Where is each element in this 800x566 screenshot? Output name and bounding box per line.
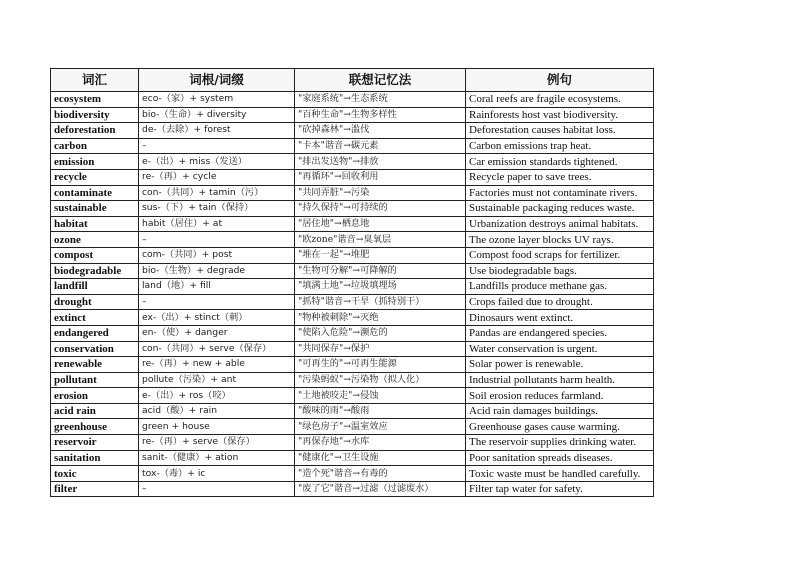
table-row [51, 435, 654, 451]
word-cell: filter [51, 481, 139, 497]
memory-cell: "共同保存"→保护 [295, 341, 466, 357]
word-cell: conservation [51, 341, 139, 357]
root-cell: bio-（生命）+ diversity [139, 107, 295, 123]
memory-cell: "砍掉森林"→滥伐 [295, 123, 466, 139]
table-row [51, 466, 654, 482]
table-row [51, 92, 654, 108]
root-cell: habit（居住）+ at [139, 216, 295, 232]
word-cell: reservoir [51, 435, 139, 451]
root-cell: bio-（生物）+ degrade [139, 263, 295, 279]
word-cell: ecosystem [51, 92, 139, 108]
table-row [51, 372, 654, 388]
sentence-cell: Landfills produce methane gas. [466, 279, 654, 295]
sentence-cell: Use biodegradable bags. [466, 263, 654, 279]
word-cell: sanitation [51, 450, 139, 466]
root-cell: sus-（下）+ tain（保持） [139, 201, 295, 217]
root-cell: re-（再）+ new + able [139, 357, 295, 373]
sentence-cell: Rainforests host vast biodiversity. [466, 107, 654, 123]
memory-cell: "排出发送物"→排放 [295, 154, 466, 170]
memory-cell: "卡本"谐音→碳元素 [295, 138, 466, 154]
header-root: 词根/词缀 [139, 69, 295, 92]
memory-cell: "居住地"→栖息地 [295, 216, 466, 232]
header-row [51, 69, 654, 92]
sentence-cell: Coral reefs are fragile ecosystems. [466, 92, 654, 108]
root-cell: con-（共同）+ serve（保存） [139, 341, 295, 357]
sentence-cell: Pandas are endangered species. [466, 325, 654, 341]
word-cell: compost [51, 247, 139, 263]
word-cell: landfill [51, 279, 139, 295]
sentence-cell: The ozone layer blocks UV rays. [466, 232, 654, 248]
sentence-cell: Industrial pollutants harm health. [466, 372, 654, 388]
sentence-cell: Solar power is renewable. [466, 357, 654, 373]
root-cell: com-（共同）+ post [139, 247, 295, 263]
sentence-cell: Factories must not contaminate rivers. [466, 185, 654, 201]
table-row [51, 325, 654, 341]
vocabulary-table [50, 68, 654, 497]
table-row [51, 263, 654, 279]
table-row [51, 169, 654, 185]
word-cell: drought [51, 294, 139, 310]
root-cell: en-（使）+ danger [139, 325, 295, 341]
word-cell: deforestation [51, 123, 139, 139]
memory-cell: "可再生的"→可再生能源 [295, 357, 466, 373]
table-row [51, 481, 654, 497]
word-cell: emission [51, 154, 139, 170]
root-cell: ex-（出）+ stinct（刺） [139, 310, 295, 326]
table-row [51, 450, 654, 466]
sentence-cell: Carbon emissions trap heat. [466, 138, 654, 154]
root-cell: re-（再）+ cycle [139, 169, 295, 185]
word-cell: endangered [51, 325, 139, 341]
table-row [51, 154, 654, 170]
sentence-cell: Car emission standards tightened. [466, 154, 654, 170]
table-row [51, 201, 654, 217]
word-cell: pollutant [51, 372, 139, 388]
header-memory: 联想记忆法 [295, 69, 466, 92]
table-row [51, 310, 654, 326]
table-row [51, 357, 654, 373]
memory-cell: "持久保持"→可持续的 [295, 201, 466, 217]
word-cell: acid rain [51, 403, 139, 419]
root-cell: e-（出）+ miss（发送） [139, 154, 295, 170]
memory-cell: "废了它"谐音→过滤（过滤废水） [295, 481, 466, 497]
sentence-cell: Filter tap water for safety. [466, 481, 654, 497]
table-row [51, 123, 654, 139]
sentence-cell: Dinosaurs went extinct. [466, 310, 654, 326]
memory-cell: "生物可分解"→可降解的 [295, 263, 466, 279]
sentence-cell: Toxic waste must be handled carefully. [466, 466, 654, 482]
sentence-cell: Recycle paper to save trees. [466, 169, 654, 185]
memory-cell: "造个死"谐音→有毒的 [295, 466, 466, 482]
word-cell: renewable [51, 357, 139, 373]
word-cell: ozone [51, 232, 139, 248]
root-cell: de-（去除）+ forest [139, 123, 295, 139]
sentence-cell: Greenhouse gases cause warming. [466, 419, 654, 435]
word-cell: extinct [51, 310, 139, 326]
table-row [51, 185, 654, 201]
table-row [51, 107, 654, 123]
sentence-cell: Crops failed due to drought. [466, 294, 654, 310]
root-cell: – [139, 232, 295, 248]
root-cell: – [139, 481, 295, 497]
memory-cell: "欧zone"谐音→臭氧层 [295, 232, 466, 248]
word-cell: toxic [51, 466, 139, 482]
root-cell: pollute（污染）+ ant [139, 372, 295, 388]
root-cell: land（地）+ fill [139, 279, 295, 295]
memory-cell: "健康化"→卫生设施 [295, 450, 466, 466]
table-row [51, 279, 654, 295]
memory-cell: "再循环"→回收利用 [295, 169, 466, 185]
root-cell: – [139, 294, 295, 310]
word-cell: carbon [51, 138, 139, 154]
memory-cell: "使陷入危险"→濒危的 [295, 325, 466, 341]
sentence-cell: Compost food scraps for fertilizer. [466, 247, 654, 263]
memory-cell: "物种被刺除"→灭绝 [295, 310, 466, 326]
table-row [51, 138, 654, 154]
table-body [51, 92, 654, 497]
word-cell: biodiversity [51, 107, 139, 123]
word-cell: biodegradable [51, 263, 139, 279]
memory-cell: "堆在一起"→堆肥 [295, 247, 466, 263]
table-row [51, 388, 654, 404]
table-row [51, 419, 654, 435]
sentence-cell: Soil erosion reduces farmland. [466, 388, 654, 404]
memory-cell: "再保存地"→水库 [295, 435, 466, 451]
memory-cell: "家庭系统"→生态系统 [295, 92, 466, 108]
table-row [51, 247, 654, 263]
memory-cell: "土地被咬走"→侵蚀 [295, 388, 466, 404]
memory-cell: "填满土地"→垃圾填埋场 [295, 279, 466, 295]
root-cell: acid（酸）+ rain [139, 403, 295, 419]
memory-cell: "酸味的雨"→酸雨 [295, 403, 466, 419]
root-cell: re-（再）+ serve（保存） [139, 435, 295, 451]
word-cell: erosion [51, 388, 139, 404]
sentence-cell: Urbanization destroys animal habitats. [466, 216, 654, 232]
sentence-cell: Water conservation is urgent. [466, 341, 654, 357]
root-cell: eco-（家）+ system [139, 92, 295, 108]
word-cell: sustainable [51, 201, 139, 217]
word-cell: habitat [51, 216, 139, 232]
root-cell: con-（共同）+ tamin（污） [139, 185, 295, 201]
word-cell: greenhouse [51, 419, 139, 435]
root-cell: tox-（毒）+ ic [139, 466, 295, 482]
header-sentence: 例句 [466, 69, 654, 92]
sentence-cell: Sustainable packaging reduces waste. [466, 201, 654, 217]
header-word: 词汇 [51, 69, 139, 92]
table-row [51, 232, 654, 248]
memory-cell: "百种生命"→生物多样性 [295, 107, 466, 123]
root-cell: green + house [139, 419, 295, 435]
sentence-cell: The reservoir supplies drinking water. [466, 435, 654, 451]
memory-cell: "绿色房子"→温室效应 [295, 419, 466, 435]
memory-cell: "共同弄脏"→污染 [295, 185, 466, 201]
table-row [51, 216, 654, 232]
table-row [51, 341, 654, 357]
table-row [51, 294, 654, 310]
word-cell: contaminate [51, 185, 139, 201]
root-cell: e-（出）+ ros（咬） [139, 388, 295, 404]
word-cell: recycle [51, 169, 139, 185]
memory-cell: "污染蚂蚁"→污染物（拟人化） [295, 372, 466, 388]
memory-cell: "抓特"谐音→干旱（抓特别干） [295, 294, 466, 310]
root-cell: – [139, 138, 295, 154]
sentence-cell: Deforestation causes habitat loss. [466, 123, 654, 139]
table-row [51, 403, 654, 419]
sentence-cell: Acid rain damages buildings. [466, 403, 654, 419]
sentence-cell: Poor sanitation spreads diseases. [466, 450, 654, 466]
root-cell: sanit-（健康）+ ation [139, 450, 295, 466]
